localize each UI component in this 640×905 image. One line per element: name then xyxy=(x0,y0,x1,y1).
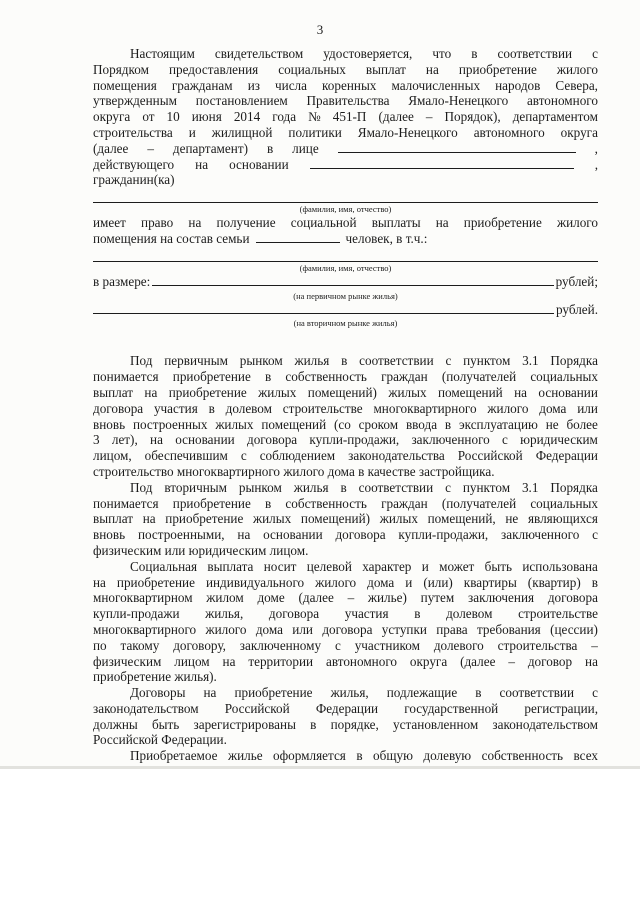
paragraph-line: физическим лицом на территории автономного округа (далее – договор на xyxy=(93,653,598,669)
paragraph-line: строительство многоквартирного жилого дома в качестве застройщика. xyxy=(93,463,495,479)
paragraph-line: физическим или юридическим лицом. xyxy=(93,542,309,558)
basis-document-field[interactable] xyxy=(310,157,574,169)
paragraph-line: Договоры на приобретение жилья, подлежащие в соответствии с xyxy=(130,685,598,701)
representative-name-field[interactable] xyxy=(338,141,576,153)
paragraph-line: выплат на приобретение жилых помещений) жилых помещений, не являющихся xyxy=(93,511,598,527)
intro-line: утвержденным постановлением Правительства Ямало-Ненецкого автономного xyxy=(93,93,598,109)
primary-market-caption: (на первичном рынке жилья) xyxy=(293,290,398,301)
paragraph-line: на приобретение индивидуального жилого дома и (или) квартиры (квартир) в xyxy=(93,574,598,590)
person-line: (далее – департамент) в лице , xyxy=(93,140,598,156)
conditions-text xyxy=(93,353,598,764)
paragraph xyxy=(93,748,598,764)
page-number: 3 xyxy=(316,22,324,37)
intro-line: Порядком предоставления социальных выплат на приобретение жилого xyxy=(93,61,598,77)
paragraph-line: Социальная выплата носит целевой характер и может быть использована xyxy=(130,558,598,574)
intro-line: округа от 10 июня 2014 года № 451-П (далее – Порядок), департаментом xyxy=(93,109,598,125)
family-size-field[interactable] xyxy=(256,231,340,243)
paragraph-line: вновь построенными, на основании договора купли-продажи, заключенного с xyxy=(93,527,598,543)
citizen-name-field[interactable] xyxy=(93,192,598,203)
intro-line: помещения гражданам из числа коренных малочисленных народов Севера, xyxy=(93,77,598,93)
paragraph-line: многоквартирного жилого дома или договора уступки права требования (цессии) xyxy=(93,621,598,637)
paragraph xyxy=(93,353,598,479)
paragraph-line: понимается приобретение в собственность граждан (получателей социальных xyxy=(93,369,598,385)
paragraph-line: вновь построенных жилых помещений (со сроком ввода в эксплуатацию не более xyxy=(93,416,598,432)
paragraph xyxy=(93,480,598,559)
intro-line: Настоящим свидетельством удостоверяется, что в соответствии с xyxy=(130,46,598,61)
intro-line: строительства и жилищной политики Ямало-Ненецкого автономного округа xyxy=(93,124,598,140)
paragraph-line: Под вторичным рынком жилья в соответствии с пунктом 3.1 Порядка xyxy=(130,479,598,495)
paragraph-line: договора участия в долевом строительстве многоквартирного жилого дома или xyxy=(93,400,598,416)
family-members-caption: (фамилия, имя, отчество) xyxy=(299,262,392,273)
family-members-field[interactable] xyxy=(93,251,598,262)
paragraph-line: выплат на приобретение жилых помещений) жилых помещений на основании xyxy=(93,384,598,400)
paragraph-line: должны быть зарегистрированы в порядке, установленном законодательством xyxy=(93,716,598,732)
amount-primary-line: в размере: рублей; xyxy=(93,273,598,289)
certificate-intro xyxy=(93,46,598,141)
amount-primary-field[interactable] xyxy=(152,274,553,286)
paragraph-line: приобретение жилья). xyxy=(93,669,217,685)
family-line: помещения на состав семьи человек, в т.ч.: xyxy=(93,230,428,246)
paragraph-line: многоквартирном жилом доме (далее – жилье) путем заключения договора xyxy=(93,590,598,606)
paragraph-line: законодательством Российской Федерации государственной регистрации, xyxy=(93,700,598,716)
paragraph-line: Под первичным рынком жилья в соответствии с пунктом 3.1 Порядка xyxy=(130,353,598,369)
secondary-market-caption: (на вторичном рынке жилья) xyxy=(293,318,398,329)
right-line: имеет право на получение социальной выплаты на приобретение жилого xyxy=(93,215,598,231)
paragraph-line: 3 лет), на основании договора купли-продажи, заключенного с юридическим xyxy=(93,432,598,448)
document-body xyxy=(93,46,598,764)
paragraph-line: понимается приобретение в собственность граждан (получателей социальных xyxy=(93,495,598,511)
basis-line: действующего на основании , xyxy=(93,156,598,172)
paragraph-line: Приобретаемое жилье оформляется в общую долевую собственность всех xyxy=(130,748,598,764)
citizen-line: гражданин(ка) xyxy=(93,172,175,188)
paragraph-line: Российской Федерации. xyxy=(93,732,227,748)
paragraph-line: лицом, обеспечившим с соблюдением законодательства Российской Федерации xyxy=(93,448,598,464)
citizen-name-caption: (фамилия, имя, отчество) xyxy=(299,204,392,215)
paragraph xyxy=(93,559,598,685)
amount-secondary-field[interactable] xyxy=(93,302,554,314)
scan-edge xyxy=(0,766,640,769)
paragraph xyxy=(93,685,598,748)
paragraph-line: купли-продажи жилья, договора участия в долевом строительстве xyxy=(93,606,598,622)
paragraph-line: по такому договору, заключенному с участником долевого строительства – xyxy=(93,637,598,653)
amount-secondary-line: рублей. xyxy=(93,302,598,318)
